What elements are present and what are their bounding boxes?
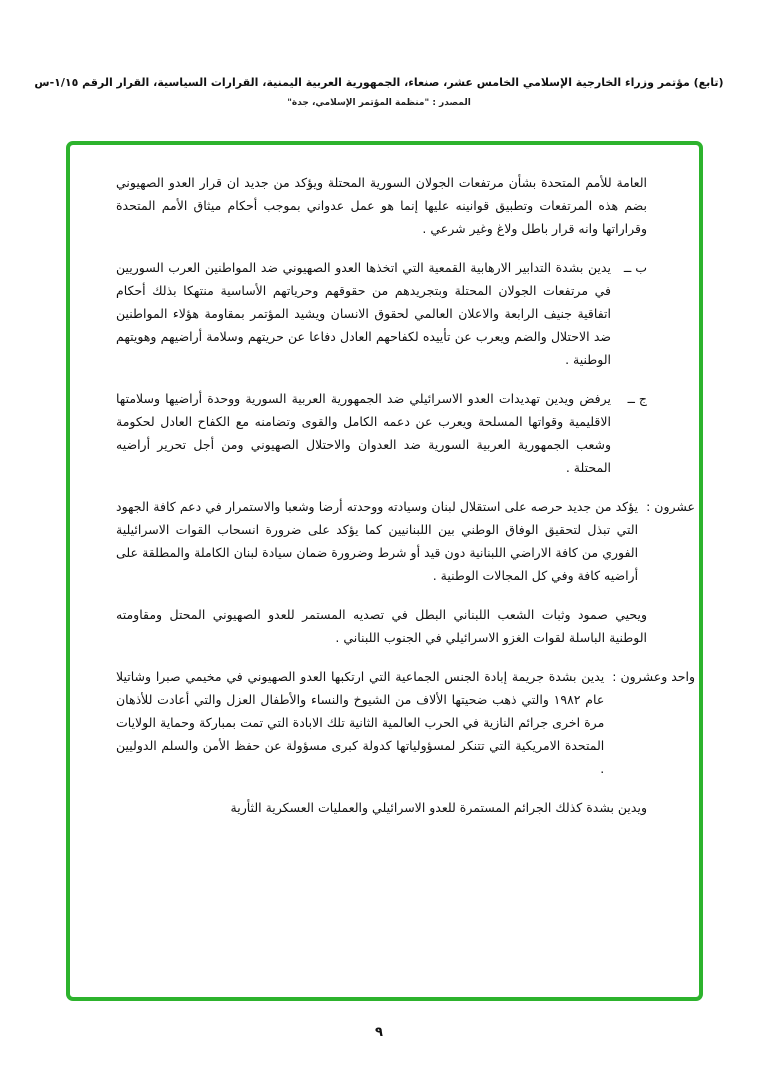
source-line: المصدر : "منظمة المؤتمر الإسلامي، جدة": [287, 98, 471, 108]
document-content: [70, 145, 699, 997]
paragraph-final: ويدين بشدة كذلك الجرائم المستمرة للعدو الاسرائيلي والعمليات العسكرية الثأرية: [230, 800, 647, 815]
section-label-twenty: عشرون :: [646, 499, 695, 514]
paragraph-item-j: [116, 387, 647, 479]
paragraph-text: يدين بشدة جريمة إبادة الجنس الجماعية التي ارتكبها العدو الصهيوني في مخيمي صبرا وشاتيلا عام ١٩٨٢ والتي ذهب ضحيتها الألاف من الشيوخ والنساء والأطفال العزل والتي أعادت للأذهان مرة اخرى جرائم النازية في الحرب العالمية الثانية تلك الابادة التي تمت بمباركة وحماية الولايات المتحدة الامريكية التي تتنكر لمسؤولياتها كدولة كبرى مسؤولة عن حفظ الأمن والسلم الدوليين .: [116, 669, 605, 776]
section-label-twentyone: واحد وعشرون :: [612, 669, 695, 684]
paragraph-twenty-continuation: ويحيي صمود وثبات الشعب اللبناني البطل في تصديه المستمر للعدو الصهيوني المحتل ومقاومته الوطنية الباسلة لقوات الغزو الاسرائيلي في الجنوب اللبناني .: [116, 607, 647, 645]
paragraph-text: يؤكد من جديد حرصه على استقلال لبنان وسيادته ووحدته أرضا وشعبا والاستمرار في دعم كافة الجهود التي تبذل لتحقيق الوفاق الوطني بين اللبنانيين كما يؤكد على ضرورة انسحاب القوات الاسرائيلية الفوري من كافة الاراضي اللبنانية دون قيد أو شرط وضرورة ضمان سيادة لبنان الكاملة والمطلقة على أراضيه كافة وفي كل المجالات الوطنية .: [116, 499, 639, 583]
paragraph-text: يدين بشدة التدابير الارهابية القمعية التي اتخذها العدو الصهيوني ضد المواطنين العرب السوريين في مرتفعات الجولان المحتلة وبتجريدهم من حقوقهم وحرياتهم الأساسية منتهكا بذلك أحكام اتفاقية جنيف الرابعة والاعلان العالمي لحقوق الانسان ويشيد المؤتمر بمقاومة هؤلاء المواطنين ضد الاحتلال والضم ويعرب عن تأييده لكفاحهم العادل دفاعا عن حريتهم وسلامة أراضيهم وهويتهم الوطنية .: [116, 260, 611, 367]
content-frame: [66, 141, 703, 1001]
item-marker-j: ج ــ: [627, 391, 647, 406]
paragraph-item-b: [116, 256, 647, 371]
paragraph-text: يرفض ويدين تهديدات العدو الاسرائيلي ضد الجمهورية العربية السورية ووحدة أراضيها وسلامتها الاقليمية وقواتها المسلحة ويعرب عن دعمه الكامل والقوى وتضامنه مع الكفاح العادل لحكومة وشعب الجمهورية العربية السورية ضد العدوان والاحتلال الصهيوني ومن أجل تحرير أراضيه المحتلة .: [116, 391, 611, 475]
document-header: (تابع) مؤتمر وزراء الخارجية الإسلامي الخامس عشر، صنعاء، الجمهورية العربية اليمنية، القرارات السياسية، القرار الرقم ١/١٥-س: [34, 76, 724, 89]
paragraph-twenty: [116, 495, 695, 587]
item-marker-b: ب ــ: [623, 260, 647, 275]
page-number: ٩: [375, 1025, 383, 1040]
paragraph-continuation: العامة للأمم المتحدة بشأن مرتفعات الجولان السورية المحتلة ويؤكد من جديد ان قرار العدو الصهيوني بضم هذه المرتفعات وتطبيق قوانينه عليها إنما هو عمل عدواني بموجب أحكام ميثاق الأمم المتحدة وقراراتها وانه قرار باطل ولاغ وغير شرعي .: [116, 175, 647, 236]
paragraph-twentyone: [116, 665, 695, 780]
